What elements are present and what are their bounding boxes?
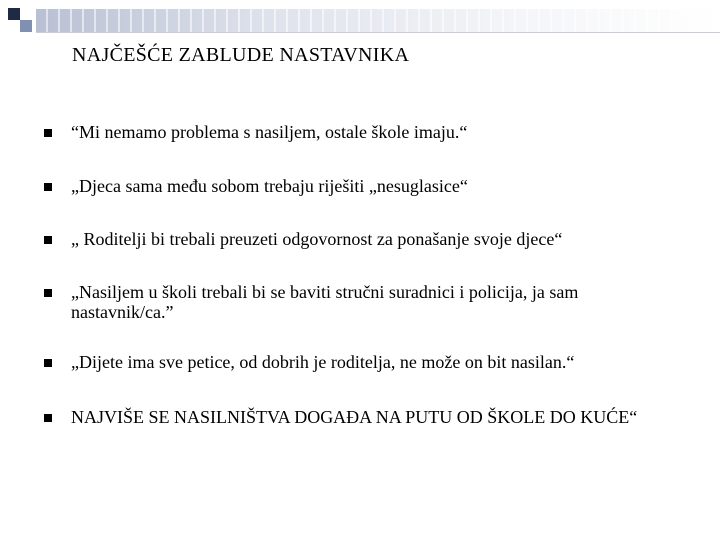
list-item-text: “Mi nemamo problema s nasiljem, ostale škole imaju.“ [71, 122, 468, 142]
list-item-text: „Djeca sama među sobom trebaju riješiti „nesuglasice“ [71, 176, 468, 196]
list-item-text: „ Roditelji bi trebali preuzeti odgovornost za ponašanje svoje djece“ [71, 229, 563, 249]
square-bullet-icon [44, 289, 52, 297]
square-bullet-icon [44, 183, 52, 191]
list-item-text: NAJVIŠE SE NASILNIŠTVA DOGAĐA NA PUTU OD ŠKOLE DO KUĆE“ [71, 407, 638, 427]
square-bullet-icon [44, 236, 52, 244]
square-bullet-icon [44, 359, 52, 367]
list-item-text: „Nasiljem u školi trebali bi se baviti stručni suradnici i policija, ja sam nastavnik/ca.” [71, 282, 579, 322]
page-title: NAJČEŠĆE ZABLUDE NASTAVNIKA [72, 44, 410, 66]
square-bullet-icon [44, 414, 52, 422]
square-bullet-icon [44, 129, 52, 137]
list-item-text: „Dijete ima sve petice, od dobrih je roditelja, ne može on bit nasilan.“ [71, 352, 575, 372]
